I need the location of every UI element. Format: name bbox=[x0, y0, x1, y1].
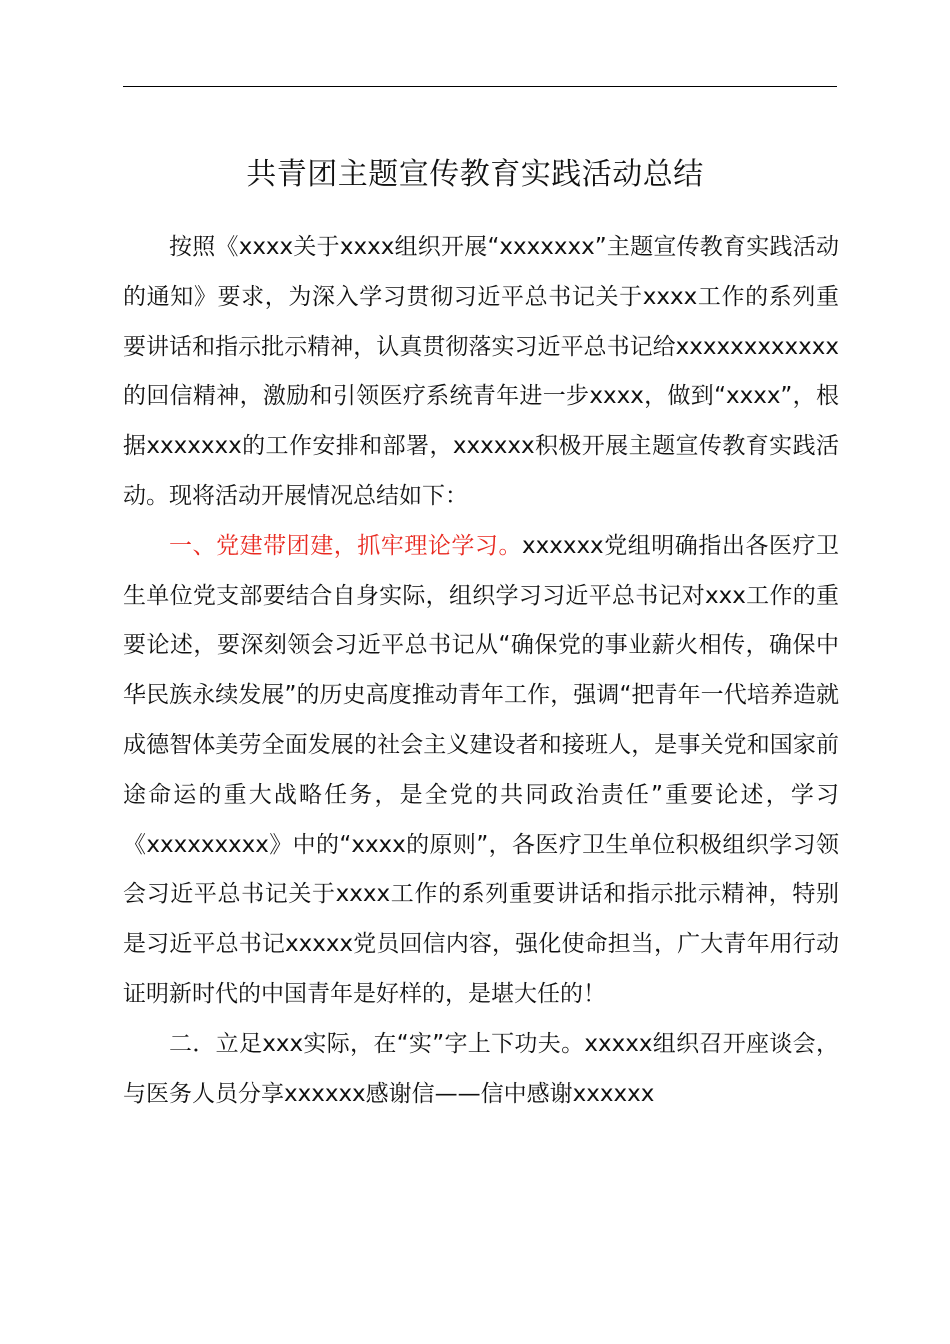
intro-paragraph: 按照《xxxx关于xxxx组织开展“xxxxxxx”主题宣传教育实践活动的通知》要求，为深入学习贯彻习近平总书记关于xxxx工作的系列重要讲话和指示批示精神，认真贯彻落实习近平总书记给xxxxxxxxxxxx的回信精神，激励和引领医疗系统青年进一步xxxx，做到“xxxx”，根据xxxxxxx的工作安排和部署，xxxxxx积极开展主题宣传教育实践活动。现将活动开展情况总结如下： bbox=[123, 234, 839, 509]
section-1-heading: 一、党建带团建，抓牢理论学习。 bbox=[169, 532, 522, 559]
section-1-paragraph bbox=[123, 522, 839, 1020]
section-1-body: xxxxxx党组明确指出各医疗卫生单位党支部要结合自身实际，组织学习习近平总书记对xxx工作的重要论述，要深刻领会习近平总书记从“确保党的事业薪火相传，确保中华民族永续发展”的历史高度推动青年工作，强调“把青年一代培养造就成德智体美劳全面发展的社会主义建设者和接班人，是事关党和国家前途命运的重大战略任务，是全党的共同政治责任”重要论述，学习《xxxxxxxxx》中的“xxxx的原则”，各医疗卫生单位积极组织学习领会习近平总书记关于xxxx工作的系列重要讲话和指示批示精神，特别是习近平总书记xxxxx党员回信内容，强化使命担当，广大青年用行动证明新时代的中国青年是好样的，是堪大任的！ bbox=[123, 532, 839, 1007]
header-rule bbox=[123, 86, 837, 87]
document-title: 共青团主题宣传教育实践活动总结 bbox=[246, 157, 704, 192]
section-2-paragraph: 二．立足xxx实际，在“实”字上下功夫。xxxxx组织召开座谈会，与医务人员分享xxxxxx感谢信——信中感谢xxxxxx bbox=[123, 1030, 839, 1107]
document-body bbox=[123, 223, 839, 1119]
